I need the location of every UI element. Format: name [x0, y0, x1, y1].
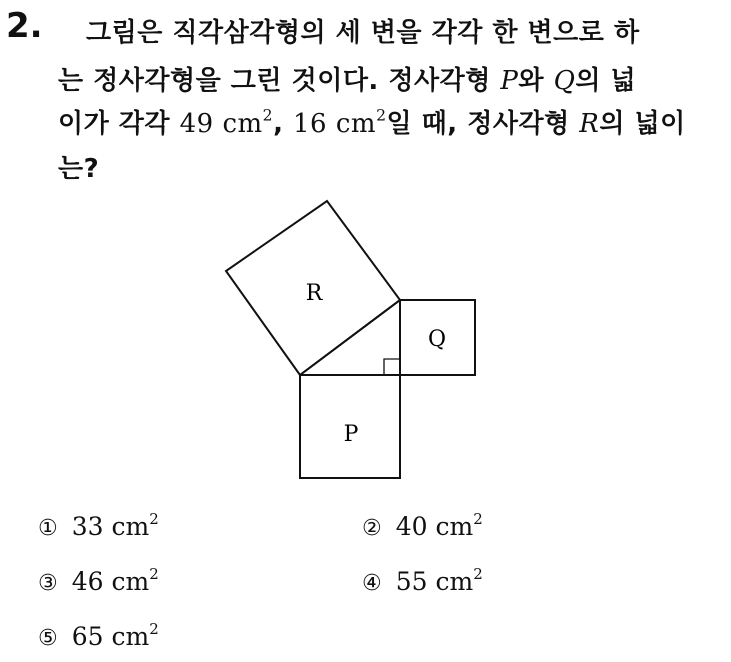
area-p-value: 49: [179, 109, 214, 139]
label-q: Q: [427, 327, 447, 352]
question-text-line-4: 는?: [58, 154, 100, 184]
choice-3-unit: cm: [111, 567, 150, 596]
area-q-exp: 2: [376, 106, 387, 125]
line3-text-a: 이가 각각: [58, 109, 180, 139]
var-p: P: [500, 66, 519, 96]
line3-text-b: 일 때, 정사각형: [386, 109, 580, 139]
choice-1[interactable]: [38, 509, 159, 541]
choice-5-value: 65: [71, 622, 104, 651]
choice-2[interactable]: [362, 509, 483, 541]
label-r: R: [305, 281, 323, 306]
choice-3[interactable]: [38, 564, 159, 596]
line2-text-b: 와: [518, 66, 554, 96]
label-p: P: [343, 422, 359, 447]
choice-1-exp: 2: [149, 509, 159, 528]
choice-2-exp: 2: [473, 509, 483, 528]
choice-5-exp: 2: [149, 619, 159, 638]
area-p-unit: cm: [222, 109, 263, 139]
choice-1-unit: cm: [111, 512, 150, 541]
line3-text-c: 의 넓이: [599, 109, 686, 139]
choice-3-exp: 2: [149, 564, 159, 583]
choice-5-unit: cm: [111, 622, 150, 651]
hypotenuse: [300, 300, 400, 375]
var-q: Q: [553, 66, 576, 96]
choice-4-unit: cm: [435, 567, 474, 596]
choice-4-mark: ④: [362, 571, 382, 596]
choice-4-exp: 2: [473, 564, 483, 583]
question-number: 2.: [6, 6, 43, 46]
choice-4[interactable]: [362, 564, 483, 596]
area-p-exp: 2: [262, 106, 274, 125]
choice-1-mark: ①: [38, 516, 58, 541]
choice-2-value: 40: [395, 512, 428, 541]
choice-2-unit: cm: [435, 512, 474, 541]
question-text-line-1: 그림은 직각삼각형의 세 변을 각각 한 변으로 하: [86, 18, 640, 48]
choice-5[interactable]: [38, 619, 159, 651]
line3-sep: ,: [273, 109, 294, 139]
var-r: R: [579, 109, 600, 139]
choice-4-value: 55: [395, 567, 428, 596]
choice-1-value: 33: [71, 512, 104, 541]
choice-3-mark: ③: [38, 571, 58, 596]
choice-5-mark: ⑤: [38, 626, 58, 651]
area-q-unit: cm: [335, 109, 377, 139]
line2-text-c: 의 넓: [575, 66, 637, 96]
choice-3-value: 46: [71, 567, 104, 596]
right-angle-mark: [384, 359, 400, 375]
area-q-value: 16: [293, 109, 328, 139]
choice-2-mark: ②: [362, 516, 382, 541]
line2-text-a: 는 정사각형을 그린 것이다. 정사각형: [58, 66, 501, 96]
